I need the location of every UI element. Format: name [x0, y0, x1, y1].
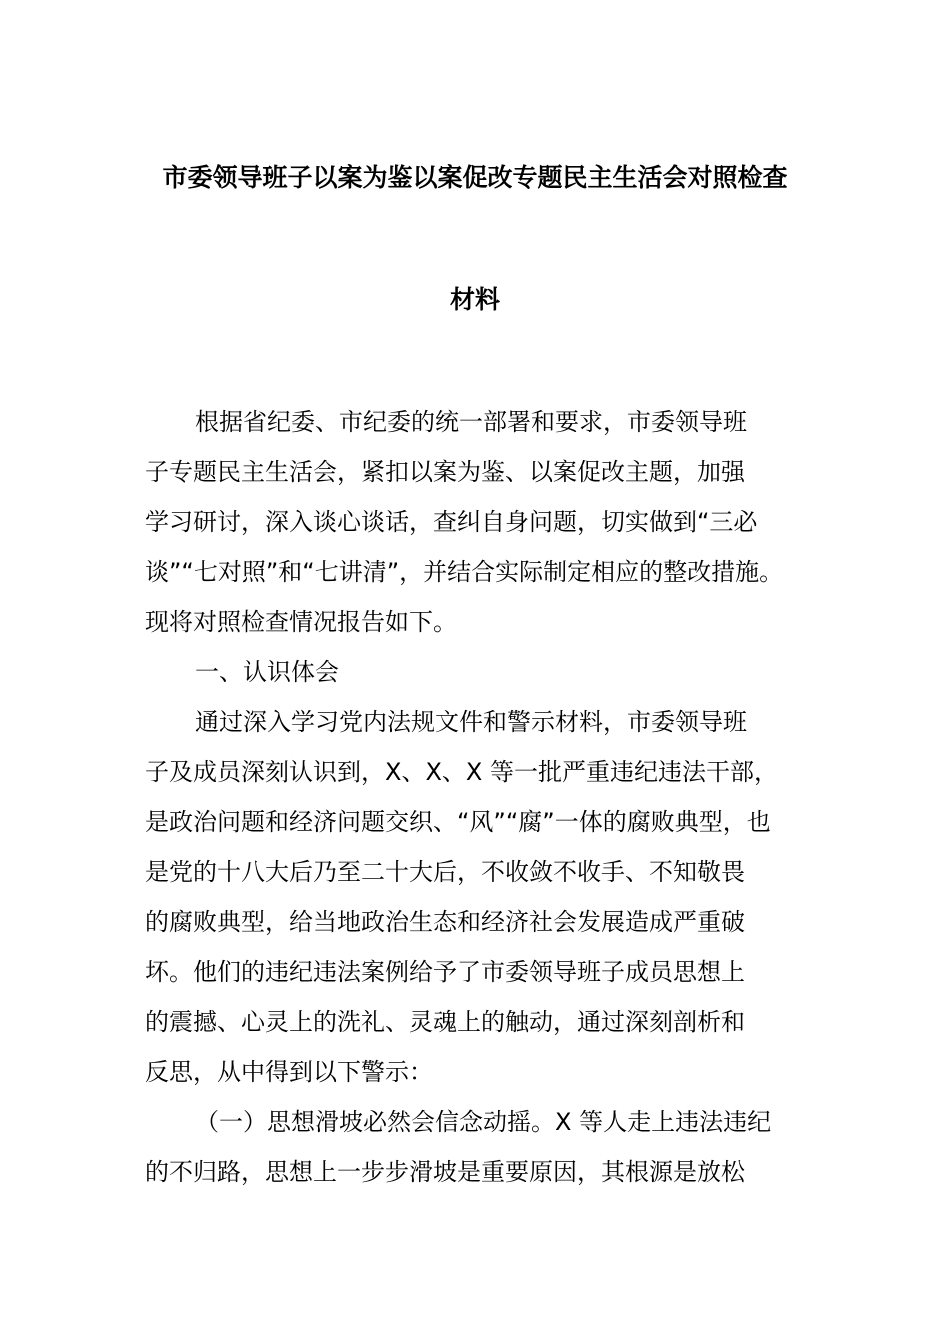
paragraph-intro-line-3: 学习研讨，深入谈心谈话，查纠自身问题，切实做到“三必 [145, 508, 758, 536]
subsection-line-2: 的不归路，思想上一步步滑坡是重要原因，其根源是放松 [145, 1158, 745, 1186]
paragraph-intro-line-1: 根据省纪委、市纪委的统一部署和要求，市委领导班 [195, 408, 747, 436]
paragraph-section-line-4: 是党的十八大后乃至二十大后，不收敛不收手、不知敬畏 [145, 858, 745, 886]
paragraph-section-line-8: 反思，从中得到以下警示： [145, 1058, 433, 1086]
section-heading-1: 一、认识体会 [195, 658, 339, 686]
paragraph-section-line-2: 子及成员深刻认识到，X、X、X 等一批严重违纪违法干部， [145, 758, 778, 786]
paragraph-intro-line-2: 子专题民主生活会，紧扣以案为鉴、以案促改主题，加强 [145, 458, 745, 486]
paragraph-intro-line-4: 谈”“七对照”和“七讲清”，并结合实际制定相应的整改措施。 [145, 558, 784, 586]
paragraph-section-line-1: 通过深入学习党内法规文件和警示材料，市委领导班 [195, 708, 747, 736]
paragraph-section-line-6: 坏。他们的违纪违法案例给予了市委领导班子成员思想上 [145, 958, 745, 986]
paragraph-section-line-7: 的震撼、心灵上的洗礼、灵魂上的触动，通过深刻剖析和 [145, 1008, 745, 1036]
paragraph-intro-line-5: 现将对照检查情况报告如下。 [145, 608, 457, 636]
document-title-line-1: 市委领导班子以案为鉴以案促改专题民主生活会对照检查 [162, 163, 788, 192]
paragraph-section-line-5: 的腐败典型，给当地政治生态和经济社会发展造成严重破 [145, 908, 745, 936]
document-title-line-2: 材料 [449, 285, 500, 314]
subsection-line-1: （一）思想滑坡必然会信念动摇。X 等人走上违法违纪 [195, 1108, 772, 1136]
paragraph-section-line-3: 是政治问题和经济问题交织、“风”“腐”一体的腐败典型，也 [145, 808, 771, 836]
